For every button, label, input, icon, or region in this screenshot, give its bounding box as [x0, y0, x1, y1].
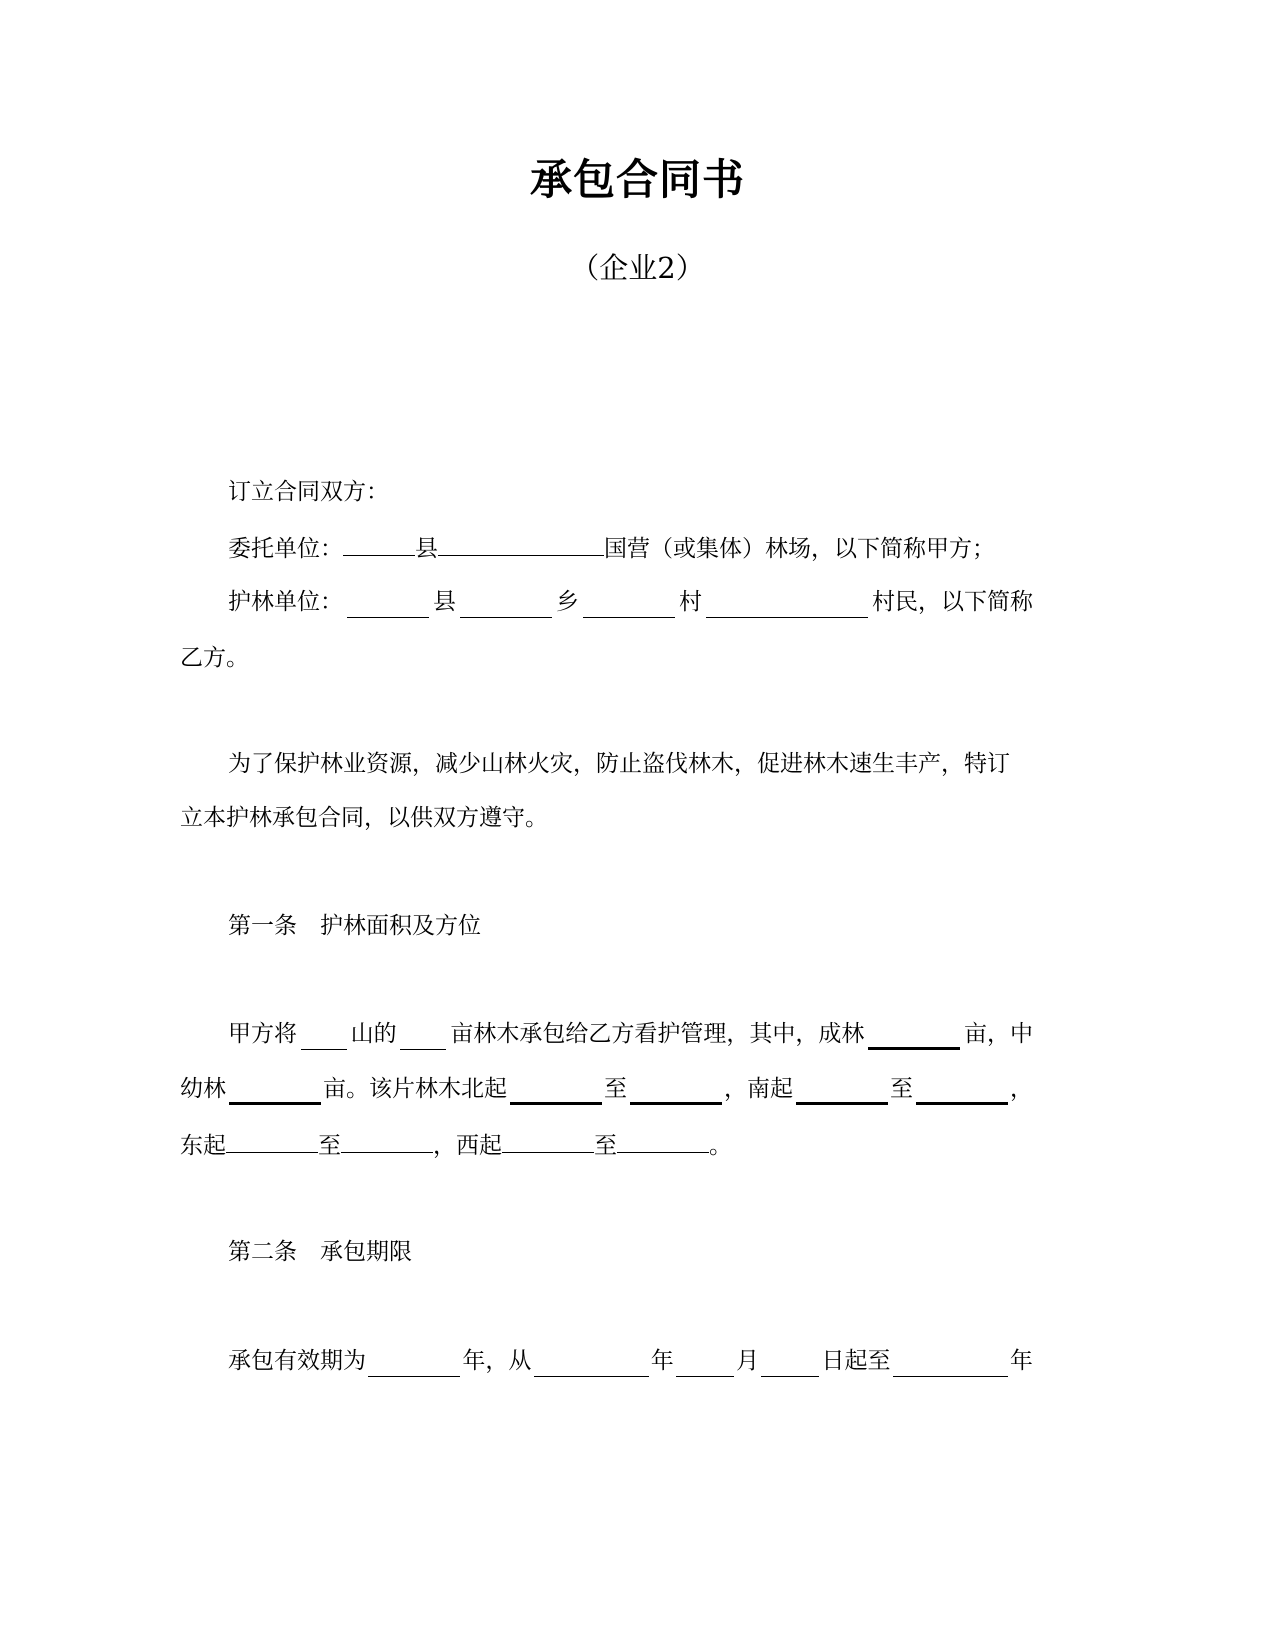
- blank-north-from: [510, 1078, 602, 1105]
- blank-end-year: [893, 1352, 1008, 1377]
- a2-text-d: 月: [736, 1348, 760, 1374]
- a1-text-o: 。: [709, 1133, 732, 1159]
- a1-text-c: 亩林木承包给乙方看护管理，其中，成林: [450, 1021, 865, 1047]
- a1-text-n: 至: [594, 1133, 617, 1159]
- article-1-line-3: [180, 1128, 732, 1162]
- blank-start-year: [534, 1352, 649, 1377]
- blank-west-from: [502, 1128, 594, 1153]
- blank-party-b-villager: [706, 593, 868, 618]
- party-a-label: 委托单位：: [228, 536, 343, 562]
- purpose-line-2: 立本护林承包合同，以供双方遵守。: [180, 805, 548, 831]
- party-b-suffix: 村民，以下简称: [872, 589, 1033, 615]
- a1-text-f: 亩。该片林木北起: [323, 1076, 507, 1102]
- a1-text-h: ，南起: [724, 1076, 793, 1102]
- blank-party-b-county: [347, 593, 429, 618]
- a1-text-m: ，西起: [433, 1133, 502, 1159]
- article-1-heading: 第一条 护林面积及方位: [228, 913, 481, 939]
- a2-text-f: 年: [1009, 1348, 1033, 1374]
- a1-text-i: 至: [890, 1076, 913, 1102]
- party-a-suffix: 国营（或集体）林场，以下简称甲方；: [604, 536, 995, 562]
- blank-party-a-farm: [438, 531, 604, 556]
- a2-text-a: 承包有效期为: [228, 1348, 366, 1374]
- a2-text-e: 日起至: [821, 1348, 891, 1374]
- article-2-heading: 第二条 承包期限: [228, 1239, 412, 1265]
- a1-text-g: 至: [604, 1076, 627, 1102]
- a1-text-k: 东起: [180, 1133, 226, 1159]
- blank-term-years: [368, 1352, 460, 1377]
- party-b-label: 护林单位：: [228, 589, 343, 615]
- blank-north-to: [630, 1078, 722, 1105]
- document-title: 承包合同书: [529, 155, 745, 204]
- article-1-line-2: [180, 1073, 1033, 1105]
- party-a-county-label: 县: [415, 536, 438, 562]
- blank-west-to: [617, 1128, 709, 1153]
- a1-text-j: ，: [1010, 1076, 1033, 1102]
- a1-text-a: 甲方将: [228, 1021, 297, 1047]
- purpose-line-1: 为了保护林业资源，减少山林火灾，防止盗伐林木，促进林木速生丰产，特订: [228, 751, 1010, 777]
- blank-start-day: [761, 1352, 819, 1377]
- parties-intro: 订立合同双方：: [228, 479, 389, 505]
- blank-south-to: [916, 1078, 1008, 1105]
- article-2-line-1: [228, 1345, 1033, 1377]
- a1-text-d: 亩，中: [963, 1021, 1033, 1047]
- blank-east-from: [226, 1128, 318, 1153]
- party-b-township-label: 乡: [556, 589, 579, 615]
- blank-party-a-county: [343, 531, 415, 556]
- a1-text-b: 山的: [350, 1021, 397, 1047]
- blank-south-from: [796, 1078, 888, 1105]
- document-subtitle: （企业2）: [570, 251, 705, 285]
- blank-mature-forest: [868, 1023, 960, 1050]
- party-b-suffix-cont: 乙方。: [180, 645, 249, 671]
- blank-total-mu: [400, 1025, 446, 1050]
- a2-text-c: 年: [650, 1348, 674, 1374]
- party-b-county-label: 县: [433, 589, 456, 615]
- blank-mountain: [301, 1025, 347, 1050]
- party-b-line: [228, 586, 1033, 618]
- blank-party-b-township: [460, 593, 552, 618]
- a1-text-e: 幼林: [180, 1076, 226, 1102]
- a2-text-b: 年，从: [462, 1348, 532, 1374]
- blank-party-b-village: [583, 593, 675, 618]
- article-1-line-1: [228, 1018, 1033, 1050]
- blank-east-to: [341, 1128, 433, 1153]
- a1-text-l: 至: [318, 1133, 341, 1159]
- party-b-village-label: 村: [679, 589, 702, 615]
- blank-start-month: [676, 1352, 734, 1377]
- blank-young-forest: [229, 1078, 321, 1105]
- party-a-line: [228, 531, 995, 565]
